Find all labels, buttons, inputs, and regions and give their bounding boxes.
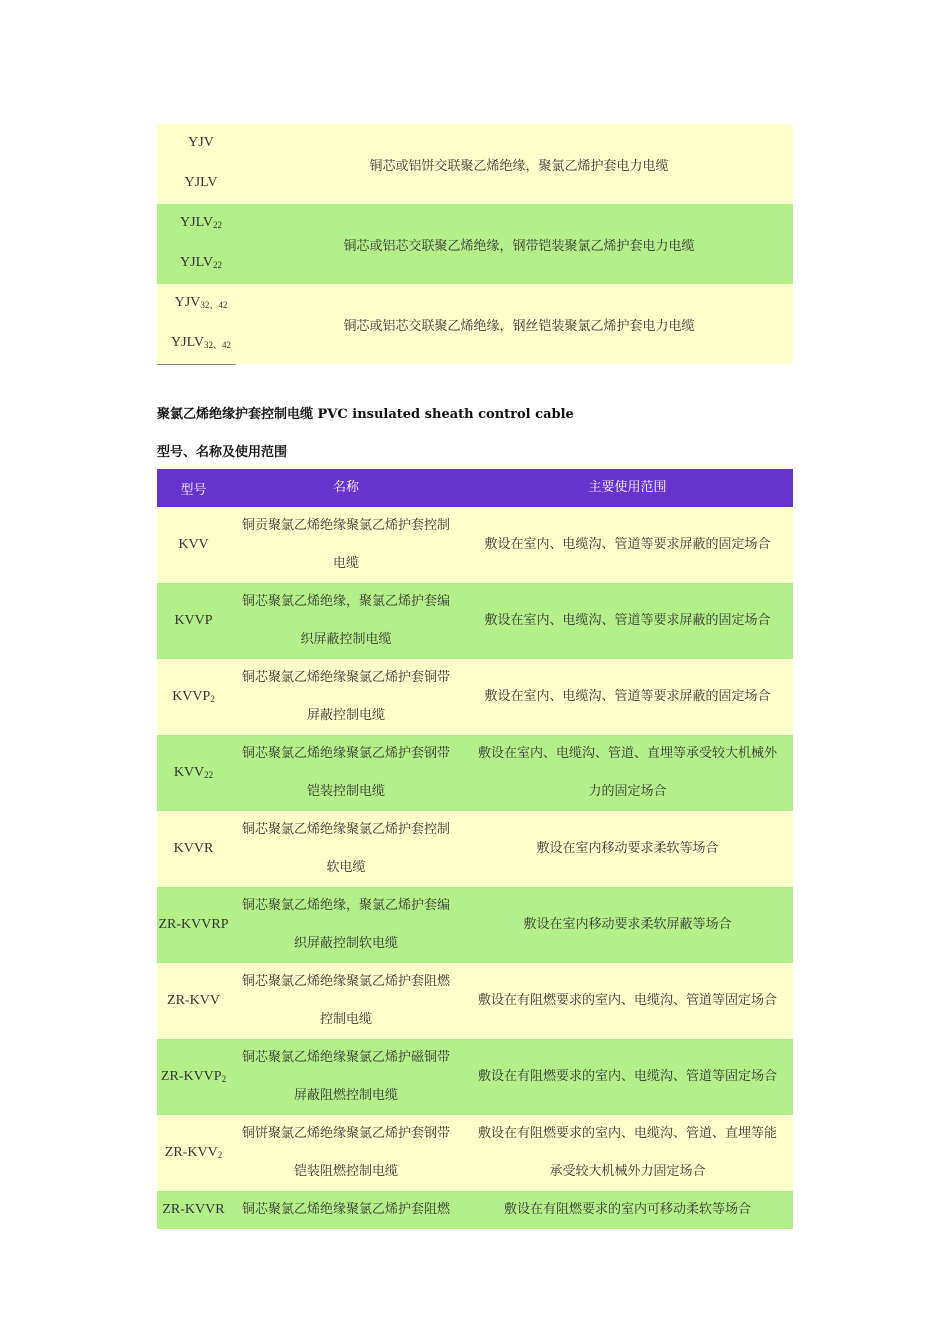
model-cell: ZR-KVV [167, 993, 220, 1008]
name-cell: 铜芯聚氯乙烯绝缘，聚氯乙烯护套编 织屏蔽控制电缆 [241, 594, 450, 647]
table-row [157, 735, 793, 811]
table-row [157, 963, 793, 1039]
usage-cell: 敷设在室内、电缆沟、管道、直埋等承受较大机械外 力的固定场合 [477, 746, 777, 799]
name-cell: 铜贡聚氯乙烯绝缘聚氯乙烯护套控制 电缆 [241, 518, 450, 571]
model-cell: KVVP [174, 613, 213, 628]
table-row [157, 1191, 793, 1229]
usage-cell: 敷设在有阻燃要求的室内可移动柔软等场合 [503, 1202, 751, 1217]
name-cell: 铜芯聚氯乙烯绝缘聚氯乙烯护套阻燃 [241, 1202, 450, 1217]
separator-line [157, 364, 236, 365]
model-cell [157, 204, 245, 284]
usage-cell: 敷设在有阻燃要求的室内、电缆沟、管道、直埋等能 承受较大机械外力固定场合 [477, 1126, 777, 1179]
model-cell: KVVR [173, 841, 214, 856]
model-code: YJV [188, 135, 214, 150]
usage-cell: 敷设在有阻燃要求的室内、电缆沟、管道等固定场合 [477, 993, 777, 1008]
model-cell: $KVV_{22}$ [173, 765, 214, 780]
model-code: $YJLV_{22}$ [180, 255, 222, 270]
model-cell: KVV [178, 537, 209, 552]
usage-cell: 敷设在室内、电缆沟、管道等要求屏蔽的固定场合 [484, 537, 771, 552]
usage-cell: 敷设在室内移动要求柔软等场合 [536, 841, 719, 856]
description-cell: 铜芯或铝饼交联聚乙烯绝缘，聚氯乙烯护套电力电缆 [369, 158, 669, 174]
name-cell: 铜芯聚氯乙烯绝缘聚氯乙烯护套钢带 铠装控制电缆 [241, 746, 450, 799]
table-row [157, 1115, 793, 1191]
model-code: YJLV [184, 175, 218, 190]
name-cell: 铜芯聚氯乙烯绝缘聚氯乙烯护套铜带 屏蔽控制电缆 [241, 670, 450, 723]
usage-cell: 敷设在有阻燃要求的室内、电缆沟、管道等固定场合 [477, 1069, 777, 1084]
header-usage: 主要使用范围 [462, 469, 793, 507]
table-row [157, 583, 793, 659]
description-cell: 铜芯或铝芯交联聚乙烯绝缘，钢丝铠装聚氯乙烯护套电力电缆 [343, 318, 695, 334]
model-cell [157, 124, 245, 204]
name-cell: 铜芯聚氯乙烯绝缘聚氯乙烯护套阻燃 控制电缆 [241, 974, 450, 1027]
table-row [157, 811, 793, 887]
usage-cell: 敷设在室内、电缆沟、管道等要求屏蔽的固定场合 [484, 613, 771, 628]
model-cell [157, 284, 245, 364]
section-subtitle: 型号、名称及使用范围 [157, 445, 288, 460]
usage-cell: 敷设在室内、电缆沟、管道等要求屏蔽的固定场合 [484, 689, 771, 704]
table-row [157, 507, 793, 583]
name-cell: 铜芯聚氯乙烯绝缘聚氯乙烯护套控制 软电缆 [241, 822, 450, 875]
section-title: 聚氯乙烯绝缘护套控制电缆 PVC insulated sheath control cable [157, 407, 574, 422]
table-row [157, 659, 793, 735]
model-cell: ZR-KVVR [162, 1202, 225, 1217]
table-header-row [157, 469, 793, 507]
model-cell: ZR-KVVRP [158, 917, 229, 932]
model-cell: $ZR-KVV_2$ [164, 1145, 223, 1160]
header-model: 型号 [157, 469, 230, 507]
model-cell: $ZR-KVVP_2$ [160, 1069, 227, 1084]
table-row [157, 204, 793, 284]
model-code: $YJV_{32、42}$ [174, 295, 228, 310]
description-cell: 铜芯或铝芯交联聚乙烯绝缘，钢带铠装聚氯乙烯护套电力电缆 [343, 238, 695, 254]
control-cable-table [157, 469, 793, 1229]
header-name: 名称 [230, 469, 462, 507]
model-cell: $KVVP_2$ [172, 689, 215, 704]
table-row [157, 887, 793, 963]
table-row [157, 124, 793, 204]
table-row [157, 284, 793, 364]
power-cable-table [157, 124, 793, 364]
model-code: $YJLV_{32、42}$ [171, 335, 231, 350]
table-row [157, 1039, 793, 1115]
usage-cell: 敷设在室内移动要求柔软屏蔽等场合 [523, 917, 732, 932]
name-cell: 铜芯聚氯乙烯绝缘聚氯乙烯护磁铜带 屏蔽阻燃控制电缆 [241, 1050, 450, 1103]
model-code: $YJLV_{22}$ [180, 215, 222, 230]
name-cell: 铜芯聚氯乙烯绝缘，聚氯乙烯护套编 织屏蔽控制软电缆 [241, 898, 450, 951]
name-cell: 铜饼聚氯乙烯绝缘聚氯乙烯护套钢带 铠装阻燃控制电缆 [241, 1126, 450, 1179]
